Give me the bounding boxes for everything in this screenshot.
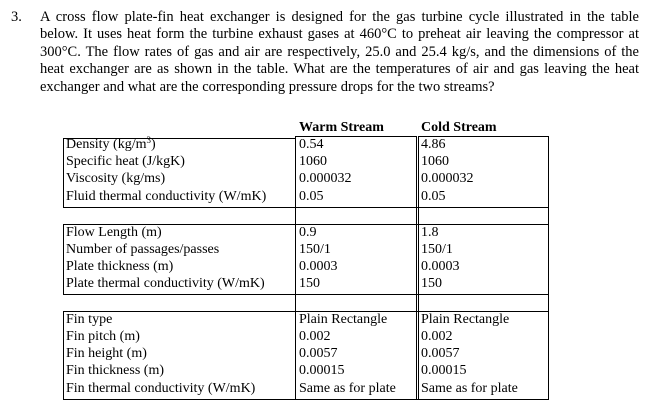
vrule-left <box>63 224 64 294</box>
header-cold-stream: Cold Stream <box>421 120 497 135</box>
table-cell-warm: 0.000032 <box>299 171 352 186</box>
table-cell-warm: 0.54 <box>299 137 324 152</box>
table-cell-cold: 4.86 <box>421 137 446 152</box>
table-cell-warm: 0.002 <box>299 329 331 344</box>
table-row-label: Fin thickness (m) <box>66 363 164 378</box>
problem-text: A cross flow plate-fin heat exchanger is designed for the gas turbine cycle illustrated in the table below. It uses heat form the turbine exhaust gases at 460°C to preheat air leaving the compressor at 300°C. The flow rates of gas and air are respectively, 25.0 and 25.4 kg/s, and the dimensions of the heat exchanger are as shown in the table. What are the temperatures of air and gas leaving the heat exchanger and what are the corresponding pressure drops for the two streams? <box>40 9 639 95</box>
table-row-label: Fin height (m) <box>66 346 147 361</box>
vrule-cold-left <box>418 136 419 399</box>
table-cell-cold: 0.00015 <box>421 363 467 378</box>
table-cell-cold: 150 <box>421 276 442 291</box>
table-cell-warm: 150 <box>299 276 320 291</box>
problem-statement <box>11 9 639 96</box>
table-cell-warm: Same as for plate <box>299 381 396 396</box>
table-row-label: Number of passages/passes <box>66 242 220 257</box>
table-row-label: Fin thermal conductivity (W/mK) <box>66 381 256 396</box>
table-row-label: Flow Length (m) <box>66 225 162 240</box>
table-cell-warm: 0.00015 <box>299 363 345 378</box>
table-cell-cold: 0.0057 <box>421 346 460 361</box>
vrule-left <box>63 138 64 207</box>
table-cell-cold: Plain Rectangle <box>421 312 510 327</box>
table-cell-cold: 1.8 <box>421 225 439 240</box>
table-row-label: Viscosity (kg/ms) <box>66 171 166 186</box>
table-cell-cold: 0.002 <box>421 329 453 344</box>
table-cell-cold: 0.000032 <box>421 171 474 186</box>
group1-bottom-rule <box>63 207 549 208</box>
table-row-label: Plate thickness (m) <box>66 259 174 274</box>
group3-bottom-rule <box>63 399 549 400</box>
table-row-label: Plate thermal conductivity (W/mK) <box>66 276 265 291</box>
table-cell-warm: 0.9 <box>299 225 317 240</box>
vrule-warm-right <box>416 136 417 399</box>
vrule-warm-left <box>295 136 296 399</box>
table-row-label: Fin pitch (m) <box>66 329 140 344</box>
table-cell-cold: 0.0003 <box>421 259 460 274</box>
group2-bottom-rule <box>63 294 549 295</box>
table-cell-cold: 150/1 <box>421 242 453 257</box>
vrule-right <box>548 136 549 399</box>
table-cell-warm: 1060 <box>299 154 327 169</box>
header-warm-stream: Warm Stream <box>299 120 384 135</box>
table-cell-warm: 0.0057 <box>299 346 338 361</box>
problem-number: 3. <box>11 9 22 25</box>
table-cell-warm: 0.0003 <box>299 259 338 274</box>
properties-table <box>63 118 549 400</box>
table-cell-warm: 0.05 <box>299 189 324 204</box>
table-cell-cold: 0.05 <box>421 189 446 204</box>
table-cell-warm: 150/1 <box>299 242 331 257</box>
table-row-label: Fin type <box>66 312 113 327</box>
vrule-left <box>63 311 64 399</box>
table-row-label: Specific heat (J/kgK) <box>66 154 185 169</box>
table-cell-cold: Same as for plate <box>421 381 518 396</box>
table-cell-warm: Plain Rectangle <box>299 312 388 327</box>
table-row-label: Density $(kg/m^3)$ <box>66 135 156 152</box>
table-cell-cold: 1060 <box>421 154 449 169</box>
table-row-label: Fluid thermal conductivity (W/mK) <box>66 189 267 204</box>
